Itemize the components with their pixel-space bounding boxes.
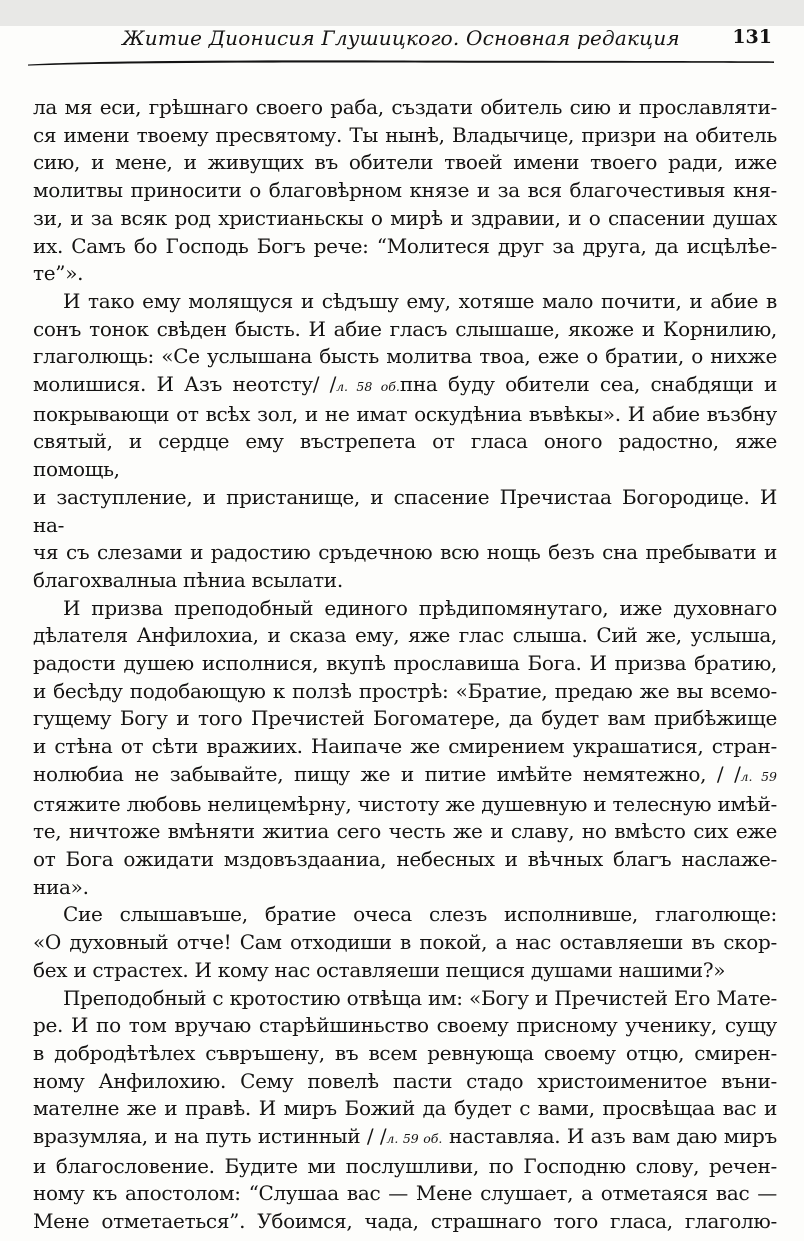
text-line [33,1012,777,1040]
text-segment: святый, и сердце ему въстрепета от гласа оного радостно, яже помощь, [33,429,777,482]
text-line [33,371,777,401]
text-segment: наставляа. И азъ вам даю миръ [442,1124,777,1149]
text-segment: Преподобный с кротостию отвѣща им: «Богу и Пречистей Его Мате- [63,985,777,1010]
paragraph [33,901,777,984]
paragraph [33,985,777,1236]
text-segment: вразумляа, и на путь истинный / / [33,1124,387,1149]
text-segment: стяжите любовь нелицемѣрну, чистоту же душевную и телесную имѣй- [33,791,777,816]
text-segment: молишися. И Азъ неотсту/ / [33,372,337,397]
page-number: 131 [732,26,772,48]
text-segment: Мене отметаеться”. Убоимся, чада, страшнаго того гласа, глаголю- [33,1209,777,1234]
text-line [33,874,777,902]
text-segment: гущему Богу и того Пречистей Богоматере, да будет вам прибѣжище [33,706,777,731]
text-line [33,343,777,371]
text-segment: радости душею исполнися, вкупѣ прославиша Бога. И призва братию, [33,651,777,676]
text-segment: молитвы приносити о благовѣрном князе и за вся благочестивыя кня- [33,178,777,203]
text-segment: глаголющь: «Се услышана бысть молитва твоа, еже о братии, о нихже [33,344,777,369]
text-line [33,957,777,985]
text-line [33,428,777,483]
text-line [33,846,777,874]
text-segment: ла мя еси, грѣшнаго своего раба, създати обитель сию и прославляти- [33,95,777,119]
text-line [33,901,777,929]
text-line [33,595,777,623]
text-line [33,205,777,233]
text-line [33,316,777,344]
text-segment: и бесѣду подобающую к ползѣ прострѣ: «Братие, предаю же вы всемо- [33,678,777,703]
text-line [33,1040,777,1068]
text-segment: и стѣна от сѣти вражиих. Наипаче же смирением украшатися, стран- [33,734,777,759]
text-line [33,791,777,819]
text-line [33,705,777,733]
text-line [33,1095,777,1123]
text-segment: дѣлателя Анфилохиа, и сказа ему, яже глас слыша. Сий же, услыша, [33,623,777,648]
text-line [33,678,777,706]
text-segment: ниа». [33,874,89,899]
text-segment: и благословение. Будите ми послушливи, по Господню слову, речен- [33,1153,777,1178]
text-line [33,733,777,761]
text-segment: ре. И по том вручаю старѣйшиньство своему присному ученику, сущу [33,1013,777,1038]
paragraph [33,94,777,288]
text-segment: И тако ему молящуся и сѣдъшу ему, хотяше мало почити, и абие в [63,288,777,313]
text-line [33,288,777,316]
text-segment: и заступление, и пристанище, и спасение Пречистаа Богородице. И на- [33,484,777,537]
text-segment: Сие слышавъше, братие очеса слезъ исполнивше, глаголюще: [63,902,777,927]
page-header [26,26,776,66]
text-segment: те, ничтоже вмѣняти житиа сего честь же и славу, но вмѣсто сих еже [33,819,777,844]
paragraph [33,595,777,902]
text-segment: сонъ тонок свѣден бысть. И абие гласъ слышаше, якоже и Корнилию, [33,316,777,341]
text-segment: мателне же и правѣ. И миръ Божий да будет с вами, просвѣщаа вас и [33,1096,777,1121]
text-line [33,650,777,678]
text-line [33,1068,777,1096]
text-segment: пна буду обители сеа, снабдящи и [399,372,777,397]
running-title: Житие Дионисия Глушицкого. Основная редакция [122,26,680,50]
text-segment: в добродѣтѣлех съвръшену, въ всем ревнующа своему отцю, смирен- [33,1040,777,1065]
text-segment: те”». [33,261,84,286]
text-line [33,1208,777,1236]
header-row [26,26,776,54]
page-text [33,94,777,1236]
text-segment: бех и страстех. И кому нас оставляеши пещися душами нашими?» [33,957,726,982]
text-line [33,260,777,288]
text-line [33,94,777,122]
book-page [0,26,804,1241]
text-line [33,567,777,595]
text-line [33,622,777,650]
text-segment: чя съ слезами и радостию сръдечною всю нощь безъ сна пребывати и [33,540,777,565]
text-line [33,122,777,150]
text-line [33,233,777,261]
text-segment: зи, и за всяк род христианьскы о мирѣ и здравии, и о спасении душах [33,205,777,230]
text-segment: «О духовный отче! Сам отходиши в покой, а нас оставляеши въ скор- [33,930,777,955]
text-segment: от Бога ожидати мздовъздааниа, небесных и вѣчных благъ наслаже- [33,846,777,871]
text-line [33,539,777,567]
header-rule [26,58,776,66]
text-segment: их. Самъ бо Господь Богъ рече: “Молитеся друг за друга, да исцѣлѣе- [33,233,777,258]
folio-marker: л. 59 об. [386,1131,443,1147]
text-segment: ся имени твоему пресвятому. Ты нынѣ, Владычице, призри на обитель [33,122,777,147]
text-line [33,1153,777,1181]
text-line [33,985,777,1013]
text-segment: сию, и мене, и живущих въ обители твоей имени твоего ради, иже [33,150,777,175]
text-segment: И призва преподобный единого прѣдипомянутаго, иже духовнаго [63,595,777,620]
text-line [33,149,777,177]
text-segment: ному къ апостолом: “Слушаа вас — Мене слушает, а отметаяся вас — [33,1181,777,1206]
text-line [33,484,777,539]
text-segment: благохвалныа пѣниа всылати. [33,567,343,592]
text-segment: ному Анфилохию. Сему повелѣ пасти стадо христоименитое въни- [33,1068,777,1093]
paragraph [33,288,777,595]
folio-marker: л. 59 [740,768,778,784]
text-line [33,1180,777,1208]
text-line [33,761,777,791]
text-segment: нолюбиа не забывайте, пищу же и питие имѣйте немятежно, / / [33,761,741,786]
folio-marker: л. 58 об. [336,379,400,395]
text-segment: покрывающи от всѣх зол, и не имат оскудѣниа въвѣкы». И абие възбну [33,401,777,426]
text-line [33,401,777,429]
text-line [33,929,777,957]
text-line [33,177,777,205]
text-line [33,818,777,846]
text-line [33,1123,777,1153]
